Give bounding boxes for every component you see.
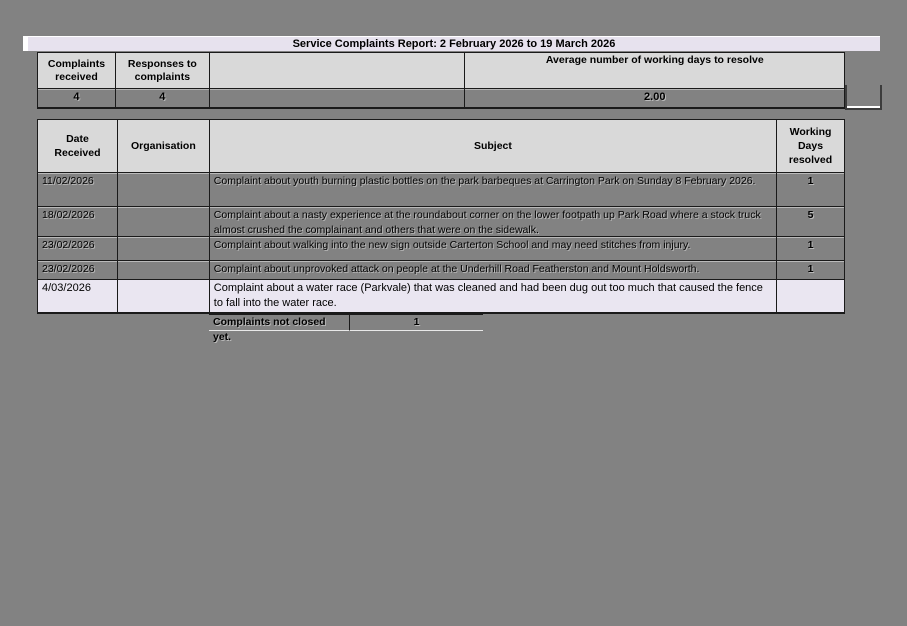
cell-date: 4/03/2026 bbox=[38, 280, 118, 313]
cell-organisation bbox=[118, 173, 210, 207]
table-row bbox=[38, 207, 845, 237]
cell-organisation bbox=[118, 261, 210, 280]
cell-subject: Complaint about a nasty experience at the roundabout corner on the lower footpath up Park Road where a stock truck almost crushed the complainant and others that were on the sidewalk. bbox=[210, 207, 777, 237]
footer-not-closed-label: Complaints not closed yet. bbox=[209, 315, 350, 331]
header-subject: Subject bbox=[210, 120, 777, 173]
summary-header-average-days: Average number of working days to resolve bbox=[465, 53, 845, 89]
table-row-highlighted bbox=[38, 280, 845, 313]
summary-value-responses: 4 bbox=[116, 89, 210, 109]
cell-date: 23/02/2026 bbox=[38, 237, 118, 261]
footer-note bbox=[209, 314, 483, 343]
cell-subject: Complaint about unprovoked attack on people at the Underhill Road Featherston and Mount Holdsworth. bbox=[210, 261, 777, 280]
footer-not-closed-value: 1 bbox=[350, 315, 483, 331]
summary-header-complaints-received: Complaints received bbox=[38, 53, 116, 89]
cell-date: 11/02/2026 bbox=[38, 173, 118, 207]
report-title: Service Complaints Report: 2 February 2026 to 19 March 2026 bbox=[23, 36, 880, 51]
cell-date: 18/02/2026 bbox=[38, 207, 118, 237]
header-date-received: Date Received bbox=[38, 120, 118, 173]
summary-table bbox=[37, 52, 845, 109]
cell-working-days: 1 bbox=[777, 173, 845, 207]
cell-organisation bbox=[118, 207, 210, 237]
summary-header-responses: Responses to complaints bbox=[116, 53, 210, 89]
summary-header-blank bbox=[210, 53, 466, 89]
table-row bbox=[38, 173, 845, 207]
cell-working-days: 1 bbox=[777, 261, 845, 280]
cell-subject: Complaint about youth burning plastic bottles on the park barbeques at Carrington Park on Sunday 8 February 2026. bbox=[210, 173, 777, 207]
header-working-days: Working Days resolved bbox=[777, 120, 845, 173]
summary-values-row bbox=[38, 89, 845, 109]
summary-header-row bbox=[38, 53, 845, 89]
cell-subject: Complaint about a water race (Parkvale) that was cleaned and had been dug out too much that caused the fence to fall into the water race. bbox=[210, 280, 777, 313]
cell-date: 23/02/2026 bbox=[38, 261, 118, 280]
table-row bbox=[38, 237, 845, 261]
cell-organisation bbox=[118, 237, 210, 261]
empty-corner-cell bbox=[845, 85, 882, 110]
cell-working-days: 1 bbox=[777, 237, 845, 261]
table-row bbox=[38, 261, 845, 280]
summary-value-complaints-received: 4 bbox=[38, 89, 116, 109]
cell-working-days: 5 bbox=[777, 207, 845, 237]
cell-subject: Complaint about walking into the new sign outside Carterton School and may need stitches from injury. bbox=[210, 237, 777, 261]
cell-working-days bbox=[777, 280, 845, 313]
summary-value-average-days: 2.00 bbox=[465, 89, 845, 109]
cell-organisation bbox=[118, 280, 210, 313]
complaints-header-row bbox=[38, 120, 845, 173]
summary-value-blank bbox=[210, 89, 466, 109]
complaints-table bbox=[37, 119, 845, 314]
header-organisation: Organisation bbox=[118, 120, 210, 173]
